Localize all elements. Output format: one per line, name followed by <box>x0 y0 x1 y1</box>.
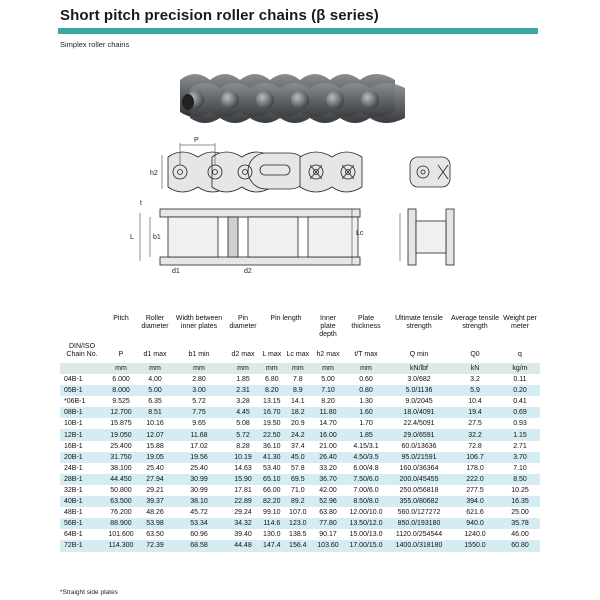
table-cell: 7.10 <box>500 463 540 474</box>
table-cell: 44.48 <box>226 540 260 551</box>
table-cell: 1120.0/254544 <box>388 529 450 540</box>
table-cell: 130.0 <box>260 529 284 540</box>
table-cell: 22.4/5091 <box>388 418 450 429</box>
table-cell: *06B-1 <box>60 396 104 407</box>
table-cell: 29.0/6591 <box>388 429 450 440</box>
table-cell: 50.800 <box>104 485 138 496</box>
table-cell: 22.50 <box>260 429 284 440</box>
table-cell: 147.4 <box>260 540 284 551</box>
header-sym-weight: q <box>518 351 522 358</box>
table-cell: 106.7 <box>450 452 500 463</box>
label-l: L <box>130 234 134 241</box>
table-cell: 8.50/8.0 <box>344 496 388 507</box>
table-cell: 35.78 <box>500 518 540 529</box>
table-cell: 1550.0 <box>450 540 500 551</box>
header-sym-q: Q min <box>409 351 429 358</box>
table-cell: 53.40 <box>260 463 284 474</box>
table-cell: 04B-1 <box>60 374 104 385</box>
table-cell: 30.99 <box>172 485 226 496</box>
table-cell: 5.72 <box>226 429 260 440</box>
header-unit-d2: mm <box>226 363 260 374</box>
table-row <box>60 429 540 440</box>
table-cell: 19.56 <box>172 452 226 463</box>
table-cell: 4.45 <box>226 407 260 418</box>
table-cell: 56B-1 <box>60 518 104 529</box>
table-cell: 19.4 <box>450 407 500 418</box>
table-cell: 1.15 <box>500 429 540 440</box>
table-cell: 2.80 <box>172 374 226 385</box>
table-cell: 12.700 <box>104 407 138 418</box>
table-cell: 26.40 <box>312 452 344 463</box>
table-cell: 41.30 <box>260 452 284 463</box>
table-cell: 69.5 <box>284 474 312 485</box>
table-cell: 72.39 <box>138 540 172 551</box>
table-cell: 76.200 <box>104 507 138 518</box>
table-cell: 0.20 <box>500 385 540 396</box>
table-cell: 0.80 <box>344 385 388 396</box>
header-unit-lc: mm <box>284 363 312 374</box>
table-cell: 82.20 <box>260 496 284 507</box>
header-pin-diameter: Pin diameter <box>229 315 257 330</box>
table-cell: 88.900 <box>104 518 138 529</box>
table-cell: 63.80 <box>312 507 344 518</box>
table-cell: 39.37 <box>138 496 172 507</box>
label-b1: b1 <box>153 234 161 241</box>
table-cell: 90.17 <box>312 529 344 540</box>
page-title: Short pitch precision roller chains (β series) <box>60 7 379 24</box>
table-cell: 1.85 <box>344 429 388 440</box>
header-inner-plate-depth: Inner plate depth <box>319 315 337 338</box>
table-cell: 48.26 <box>138 507 172 518</box>
table-cell: 16.00 <box>312 429 344 440</box>
table-cell: 16.70 <box>260 407 284 418</box>
table-cell: 39.40 <box>226 529 260 540</box>
table-cell: 355.0/80682 <box>388 496 450 507</box>
table-cell: 44.450 <box>104 474 138 485</box>
table-cell: 36.10 <box>260 441 284 452</box>
table-cell: 200.0/45455 <box>388 474 450 485</box>
table-cell: 60.0/13636 <box>388 441 450 452</box>
top-view-drawing <box>140 209 360 265</box>
table-cell: 4.00 <box>138 374 172 385</box>
table-cell: 7.10 <box>312 385 344 396</box>
table-cell: 71.0 <box>284 485 312 496</box>
table-cell: 7.75 <box>172 407 226 418</box>
table-cell: 0.69 <box>500 407 540 418</box>
table-cell: 1.85 <box>226 374 260 385</box>
header-width-inner-plates: Width between inner plates <box>175 315 223 330</box>
table-row <box>60 485 540 496</box>
table-cell: 15.875 <box>104 418 138 429</box>
table-cell: 114.6 <box>260 518 284 529</box>
table-cell: 621.6 <box>450 507 500 518</box>
table-cell: 33.20 <box>312 463 344 474</box>
table-cell: 0.41 <box>500 396 540 407</box>
table-cell: 3.00 <box>172 385 226 396</box>
table-cell: 8.20 <box>312 396 344 407</box>
table-cell: 1.60 <box>344 407 388 418</box>
table-cell: 18.2 <box>284 407 312 418</box>
table-cell: 20B-1 <box>60 452 104 463</box>
table-cell: 27.94 <box>138 474 172 485</box>
table-cell: 28B-1 <box>60 474 104 485</box>
table-cell: 24.2 <box>284 429 312 440</box>
chain-photo <box>150 60 410 130</box>
table-cell: 22.89 <box>226 496 260 507</box>
header-unit-q0: kN <box>450 363 500 374</box>
table-cell: 6.35 <box>138 396 172 407</box>
table-cell: 7.8 <box>284 374 312 385</box>
table-cell: 8.20 <box>260 385 284 396</box>
table-row <box>60 385 540 396</box>
chain-technical-drawings <box>120 135 480 275</box>
header-roller-diameter: Roller diameter <box>141 315 169 330</box>
table-cell: 05B-1 <box>60 385 104 396</box>
table-cell: 25.40 <box>138 463 172 474</box>
table-cell: 8.000 <box>104 385 138 396</box>
table-cell: 37.4 <box>284 441 312 452</box>
table-cell: 32B-1 <box>60 485 104 496</box>
table-row <box>60 441 540 452</box>
table-cell: 34.32 <box>226 518 260 529</box>
table-cell: 08B-1 <box>60 407 104 418</box>
table-cell: 9.0/2045 <box>388 396 450 407</box>
table-cell: 6.80 <box>260 374 284 385</box>
table-cell: 19.05 <box>138 452 172 463</box>
side-view-drawing <box>162 143 362 192</box>
table-cell: 12B-1 <box>60 429 104 440</box>
table-cell: 63.50 <box>138 529 172 540</box>
table-cell: 63.500 <box>104 496 138 507</box>
table-cell: 27.5 <box>450 418 500 429</box>
table-cell: 1400.0/318180 <box>388 540 450 551</box>
table-cell: 3.70 <box>500 452 540 463</box>
table-cell: 45.0 <box>284 452 312 463</box>
table-cell: 3.28 <box>226 396 260 407</box>
table-cell: 25.40 <box>172 463 226 474</box>
header-sym-l: L max <box>262 351 282 358</box>
header-sym-d1: d1 max <box>143 351 167 358</box>
table-cell: 17.02 <box>172 441 226 452</box>
table-cell: 25.00 <box>500 507 540 518</box>
table-row <box>60 407 540 418</box>
table-cell: 16B-1 <box>60 441 104 452</box>
table-cell: 18.0/4091 <box>388 407 450 418</box>
specs-table-body <box>60 374 540 552</box>
table-cell: 45.72 <box>172 507 226 518</box>
table-cell: 12.07 <box>138 429 172 440</box>
chain-photo-links <box>180 74 405 123</box>
table-cell: 11.68 <box>172 429 226 440</box>
table-cell: 8.51 <box>138 407 172 418</box>
table-cell: 160.0/36364 <box>388 463 450 474</box>
header-sym-t: t/T max <box>354 351 378 358</box>
table-cell: 1240.0 <box>450 529 500 540</box>
table-cell: 66.00 <box>260 485 284 496</box>
table-cell: 17.00/15.0 <box>344 540 388 551</box>
header-chain-no: DIN/ISO Chain No. <box>66 343 98 358</box>
table-cell: 15.90 <box>226 474 260 485</box>
table-cell: 31.750 <box>104 452 138 463</box>
table-row <box>60 507 540 518</box>
table-cell: 17.81 <box>226 485 260 496</box>
table-cell: 9.65 <box>172 418 226 429</box>
table-row <box>60 374 540 385</box>
table-cell: 4.50/3.5 <box>344 452 388 463</box>
header-unit-b1: mm <box>172 363 226 374</box>
header-unit-weight: kg/m <box>500 363 540 374</box>
header-pin-length: Pin length <box>270 315 302 322</box>
table-cell: 60.80 <box>500 540 540 551</box>
table-cell: 48B-1 <box>60 507 104 518</box>
header-plate-thickness: Plate thickness <box>351 315 381 330</box>
header-unit-l: mm <box>260 363 284 374</box>
table-cell: 53.98 <box>138 518 172 529</box>
table-cell: 394.0 <box>450 496 500 507</box>
specs-table <box>60 311 540 552</box>
table-row <box>60 540 540 551</box>
table-cell: 29.24 <box>226 507 260 518</box>
table-cell: 57.8 <box>284 463 312 474</box>
label-p: P <box>194 137 199 144</box>
header-unit-q: kN/lbf <box>388 363 450 374</box>
label-h2: h2 <box>150 170 158 177</box>
table-cell: 72B-1 <box>60 540 104 551</box>
table-cell: 5.72 <box>172 396 226 407</box>
title-underline-bar <box>58 28 538 34</box>
table-cell: 21.00 <box>312 441 344 452</box>
table-cell: 2.71 <box>500 441 540 452</box>
table-cell: 10.19 <box>226 452 260 463</box>
table-cell: 0.11 <box>500 374 540 385</box>
table-cell: 12.00/10.0 <box>344 507 388 518</box>
table-row <box>60 452 540 463</box>
table-cell: 123.0 <box>284 518 312 529</box>
label-t: t <box>140 200 142 207</box>
table-cell: 68.58 <box>172 540 226 551</box>
table-cell: 156.4 <box>284 540 312 551</box>
label-d2: d2 <box>244 268 252 275</box>
table-cell: 4.15/3.1 <box>344 441 388 452</box>
header-sym-q0: Q0 <box>470 351 480 358</box>
label-lc: Lc <box>356 230 364 237</box>
table-cell: 13.50/12.0 <box>344 518 388 529</box>
table-cell: 5.08 <box>226 418 260 429</box>
table-cell: 24B-1 <box>60 463 104 474</box>
header-pitch: Pitch <box>113 315 129 322</box>
table-cell: 72.8 <box>450 441 500 452</box>
table-cell: 60.96 <box>172 529 226 540</box>
table-cell: 11.80 <box>312 407 344 418</box>
header-sym-pitch: P <box>118 351 124 358</box>
table-row <box>60 463 540 474</box>
table-row <box>60 396 540 407</box>
table-cell: 15.00/13.0 <box>344 529 388 540</box>
header-average-tensile: Average tensile strength <box>450 315 500 330</box>
table-cell: 7.00/6.0 <box>344 485 388 496</box>
table-cell: 16.35 <box>500 496 540 507</box>
table-cell: 89.2 <box>284 496 312 507</box>
table-cell: 0.60 <box>344 374 388 385</box>
table-cell: 36.70 <box>312 474 344 485</box>
table-row <box>60 518 540 529</box>
table-cell: 52.96 <box>312 496 344 507</box>
table-cell: 53.34 <box>172 518 226 529</box>
end-view-drawing <box>410 157 450 187</box>
table-cell: 6.00/4.8 <box>344 463 388 474</box>
table-cell: 250.0/56818 <box>388 485 450 496</box>
table-cell: 0.93 <box>500 418 540 429</box>
table-cell: 15.88 <box>138 441 172 452</box>
table-cell: 30.99 <box>172 474 226 485</box>
table-row <box>60 496 540 507</box>
table-cell: 64B-1 <box>60 529 104 540</box>
table-cell: 8.28 <box>226 441 260 452</box>
header-ultimate-tensile: Ultimate tensile strength <box>395 315 443 330</box>
table-cell: 95.0/21591 <box>388 452 450 463</box>
header-weight: Weight per meter <box>503 315 537 330</box>
table-cell: 560.0/127272 <box>388 507 450 518</box>
table-cell: 77.80 <box>312 518 344 529</box>
table-cell: 14.70 <box>312 418 344 429</box>
table-cell: 101.600 <box>104 529 138 540</box>
table-cell: 940.0 <box>450 518 500 529</box>
table-cell: 46.00 <box>500 529 540 540</box>
table-cell: 19.050 <box>104 429 138 440</box>
table-cell: 1.70 <box>344 418 388 429</box>
table-cell: 65.10 <box>260 474 284 485</box>
table-cell: 10B-1 <box>60 418 104 429</box>
table-cell: 25.400 <box>104 441 138 452</box>
table-cell: 19.50 <box>260 418 284 429</box>
table-cell: 103.60 <box>312 540 344 551</box>
table-cell: 38.10 <box>172 496 226 507</box>
table-cell: 14.1 <box>284 396 312 407</box>
footnote: *Straight side plates <box>60 589 118 596</box>
table-row <box>60 418 540 429</box>
section-subtitle: Simplex roller chains <box>60 40 130 49</box>
table-cell: 10.4 <box>450 396 500 407</box>
table-cell: 222.0 <box>450 474 500 485</box>
table-cell: 8.9 <box>284 385 312 396</box>
table-cell: 114.300 <box>104 540 138 551</box>
table-cell: 5.0/1136 <box>388 385 450 396</box>
table-row <box>60 529 540 540</box>
table-cell: 2.31 <box>226 385 260 396</box>
header-unit-chain <box>60 363 104 374</box>
table-cell: 10.25 <box>500 485 540 496</box>
table-cell: 8.50 <box>500 474 540 485</box>
header-sym-b1: b1 min <box>188 351 210 358</box>
table-cell: 277.5 <box>450 485 500 496</box>
table-cell: 42.00 <box>312 485 344 496</box>
table-cell: 5.9 <box>450 385 500 396</box>
section-view-drawing <box>400 209 454 265</box>
header-unit-d1: mm <box>138 363 172 374</box>
table-cell: 14.63 <box>226 463 260 474</box>
table-cell: 99.10 <box>260 507 284 518</box>
table-row <box>60 474 540 485</box>
header-sym-d2: d2 max <box>231 351 255 358</box>
table-cell: 7.50/6.0 <box>344 474 388 485</box>
table-cell: 5.00 <box>138 385 172 396</box>
table-cell: 850.0/193180 <box>388 518 450 529</box>
table-cell: 13.15 <box>260 396 284 407</box>
header-sym-lc: Lc max <box>286 351 310 358</box>
table-cell: 107.0 <box>284 507 312 518</box>
table-cell: 1.30 <box>344 396 388 407</box>
header-unit-h2: mm <box>312 363 344 374</box>
table-cell: 38.100 <box>104 463 138 474</box>
table-cell: 32.2 <box>450 429 500 440</box>
table-cell: 9.525 <box>104 396 138 407</box>
header-unit-t: mm <box>344 363 388 374</box>
table-cell: 3.2 <box>450 374 500 385</box>
header-unit-pitch: mm <box>104 363 138 374</box>
label-d1: d1 <box>172 268 180 275</box>
table-cell: 138.5 <box>284 529 312 540</box>
table-cell: 5.00 <box>312 374 344 385</box>
table-cell: 10.16 <box>138 418 172 429</box>
table-cell: 3.0/682 <box>388 374 450 385</box>
header-sym-h2: h2 max <box>316 351 340 358</box>
table-cell: 20.9 <box>284 418 312 429</box>
table-cell: 40B-1 <box>60 496 104 507</box>
table-cell: 29.21 <box>138 485 172 496</box>
table-cell: 6.000 <box>104 374 138 385</box>
table-cell: 178.0 <box>450 463 500 474</box>
